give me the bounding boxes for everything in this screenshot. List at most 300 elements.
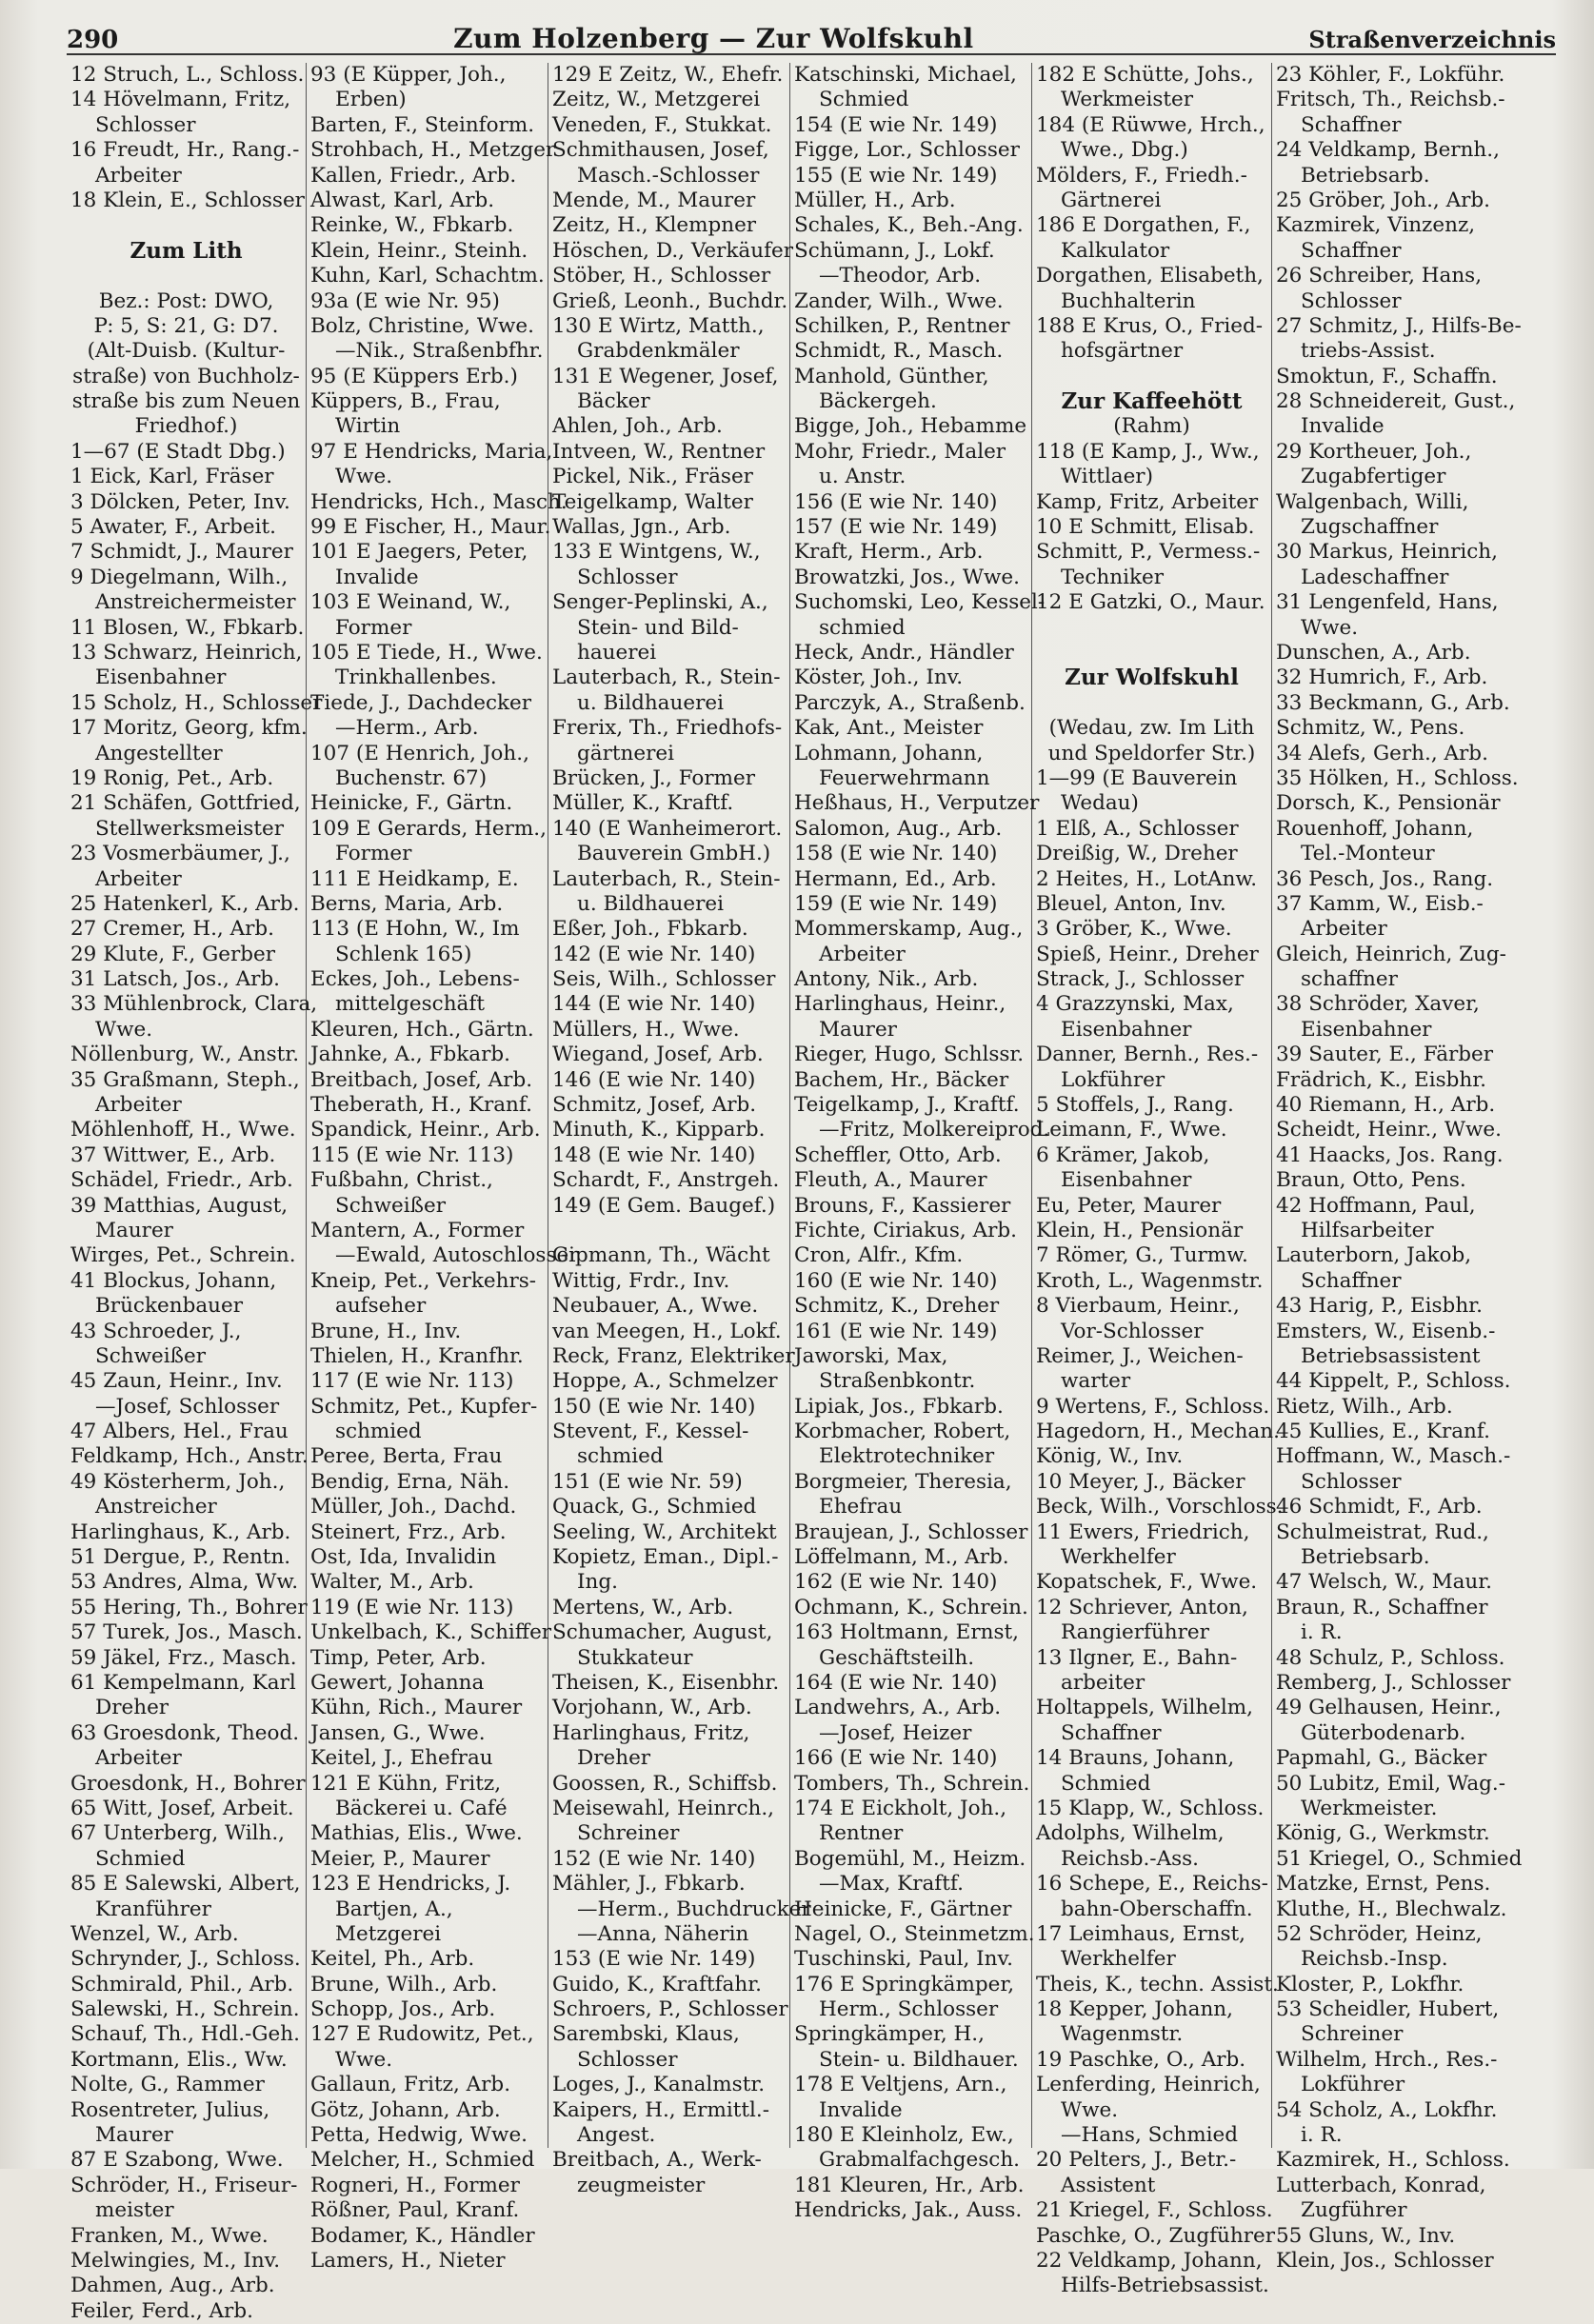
entry-line: Schaffner bbox=[1301, 238, 1402, 263]
entry-line: Anstreicher bbox=[95, 1495, 217, 1520]
entry-line: —Max, Kraftf. bbox=[819, 1872, 964, 1897]
entry-line: Wilhelm, Hrch., Res.- bbox=[1276, 2047, 1498, 2072]
entry-line: Theberath, H., Kranf. bbox=[310, 1093, 532, 1118]
entry-line: 2 Heites, H., LotAnw. bbox=[1036, 866, 1258, 891]
entry-line: 181 Kleuren, Hr., Arb. bbox=[794, 2173, 1025, 2197]
entry-line: Invalide bbox=[1301, 414, 1385, 439]
entry-line: Tel.-Monteur bbox=[1301, 842, 1435, 866]
entry-line: und Speldorfer Str.) bbox=[1047, 741, 1256, 765]
entry-line: Teigelkamp, Walter bbox=[552, 489, 753, 514]
entry-line: Mommerskamp, Aug., bbox=[794, 917, 1024, 942]
blank-line bbox=[70, 213, 302, 238]
entry-line: Lutterbach, Konrad, bbox=[1276, 2173, 1486, 2197]
entry-line: Wirtin bbox=[335, 414, 401, 439]
entry-line: Herm., Schlosser bbox=[819, 1997, 999, 2022]
entry-line: Schlenk 165) bbox=[335, 942, 472, 966]
entry-line: Keitel, Ph., Arb. bbox=[310, 1947, 475, 1972]
entry-line: 10 Meyer, J., Bäcker bbox=[1036, 1469, 1245, 1494]
entry-line: 3 Gröber, K., Wwe. bbox=[1036, 917, 1232, 942]
entry-line: 24 Veldkamp, Bernh., bbox=[1276, 138, 1500, 163]
entry-line: Tombers, Th., Schrein. bbox=[794, 1771, 1030, 1796]
entry-line: 40 Riemann, H., Arb. bbox=[1276, 1093, 1496, 1118]
entry-line: Wwe., Dbg.) bbox=[1061, 138, 1188, 163]
entry-line: 29 Kortheuer, Joh., bbox=[1276, 439, 1472, 464]
entry-line: Güterbodenarb. bbox=[1301, 1720, 1466, 1745]
entry-line: Schilken, P., Rentner bbox=[794, 313, 1010, 338]
entry-line: Fußbahn, Christ., bbox=[310, 1168, 493, 1193]
entry-line: Frerix, Th., Friedhofs- bbox=[552, 716, 783, 741]
entry-line: Intveen, W., Rentner bbox=[552, 439, 766, 464]
entry-line: Stellwerksmeister bbox=[95, 816, 284, 841]
entry-line: Heßhaus, H., Verputzer bbox=[794, 791, 1040, 816]
entry-line: Lohmann, Johann, bbox=[794, 741, 984, 765]
blank-line bbox=[1036, 365, 1267, 389]
entry-line: 57 Turek, Jos., Masch. bbox=[70, 1620, 303, 1645]
entry-line: Betriebsarb. bbox=[1301, 1545, 1430, 1570]
entry-line: —Fritz, Molkereiprod. bbox=[819, 1118, 1050, 1142]
entry-line: König, W., Inv. bbox=[1036, 1444, 1184, 1469]
entry-line: —Josef, Schlosser bbox=[95, 1394, 280, 1419]
entry-line: Mohr, Friedr., Maler bbox=[794, 439, 1006, 464]
entry-line: Schmithausen, Josef, bbox=[552, 138, 769, 163]
entry-line: 93a (E wie Nr. 95) bbox=[310, 288, 500, 313]
entry-line: Steinert, Frz., Arb. bbox=[310, 1520, 507, 1544]
entry-line: Former bbox=[335, 842, 412, 866]
entry-line: hauerei bbox=[577, 640, 657, 665]
entry-line: Salomon, Aug., Arb. bbox=[794, 816, 1003, 841]
entry-line: Dorgathen, Elisabeth, bbox=[1036, 264, 1264, 288]
entry-line: Pickel, Nik., Fräser bbox=[552, 465, 753, 489]
entry-line: Antony, Nik., Arb. bbox=[794, 967, 979, 992]
entry-line: Mende, M., Maurer bbox=[552, 188, 756, 212]
entry-line: Masch.-Schlosser bbox=[577, 163, 760, 188]
entry-line: Ost, Ida, Invalidin bbox=[310, 1545, 497, 1570]
entry-line: 67 Unterberg, Wilh., bbox=[70, 1821, 285, 1846]
page-header bbox=[67, 23, 1556, 55]
entry-line: Klein, Heinr., Steinh. bbox=[310, 238, 528, 263]
entry-line: Invalide bbox=[335, 565, 419, 589]
entry-line: 163 Holtmann, Ernst, bbox=[794, 1620, 1019, 1645]
entry-line: u. Bildhauerei bbox=[577, 891, 724, 916]
entry-line: Schroers, P., Schlosser bbox=[552, 1997, 788, 2022]
entry-line: Brune, H., Inv. bbox=[310, 1319, 462, 1343]
column-6 bbox=[1272, 63, 1556, 2273]
entry-line: Landwehrs, A., Arb. bbox=[794, 1696, 1002, 1720]
entry-line: Wwe. bbox=[1301, 615, 1359, 640]
entry-line: Reimer, J., Weichen- bbox=[1036, 1343, 1244, 1368]
entry-line: —Herm., Buchdrucker bbox=[577, 1897, 811, 1921]
entry-line: 36 Pesch, Jos., Rang. bbox=[1276, 866, 1494, 891]
entry-line: Eisenbahner bbox=[1301, 1017, 1432, 1042]
entry-line: 23 Vosmerbäumer, J., bbox=[70, 842, 290, 866]
entry-line: Schaffner bbox=[1301, 112, 1402, 137]
entry-line: Remberg, J., Schlosser bbox=[1276, 1671, 1511, 1695]
entry-line: —Hans, Schmied bbox=[1061, 2123, 1238, 2148]
section-title: Straßenverzeichnis bbox=[1308, 26, 1556, 53]
entry-line: Eßer, Joh., Fbkarb. bbox=[552, 917, 748, 942]
entry-line: Grabmalfachgesch. bbox=[819, 2148, 1021, 2173]
entry-line: Angest. bbox=[577, 2123, 656, 2148]
entry-line: 111 E Heidkamp, E. bbox=[310, 866, 519, 891]
entry-line: Feiler, Ferd., Arb. bbox=[70, 2298, 253, 2323]
entry-line: 144 (E wie Nr. 140) bbox=[552, 992, 756, 1017]
entry-line: Franken, M., Wwe. bbox=[70, 2223, 269, 2248]
entry-line: Eisenbahner bbox=[95, 665, 227, 690]
entry-line: Bez.: Post: DWO, bbox=[98, 288, 274, 313]
entry-line: 180 E Kleinholz, Ew., bbox=[794, 2123, 1014, 2148]
entry-line: Neubauer, A., Wwe. bbox=[552, 1294, 759, 1319]
column-5 bbox=[1032, 63, 1284, 2298]
entry-line: Bendig, Erna, Näh. bbox=[310, 1469, 510, 1494]
entry-line: 140 (E Wanheimerort. bbox=[552, 816, 783, 841]
entry-line: 153 (E wie Nr. 149) bbox=[552, 1947, 756, 1972]
entry-line: Gärtnerei bbox=[1061, 188, 1162, 212]
entry-line: Feuerwehrmann bbox=[819, 765, 990, 790]
entry-line: Fichte, Ciriakus, Arb. bbox=[794, 1218, 1017, 1242]
entry-line: Rietz, Wilh., Arb. bbox=[1276, 1394, 1453, 1419]
entry-line: Veneden, F., Stukkat. bbox=[552, 112, 772, 137]
entry-line: Werkhelfer bbox=[1061, 1545, 1176, 1570]
entry-line: Brune, Wilh., Arb. bbox=[310, 1972, 498, 1996]
entry-line: Katschinski, Michael, bbox=[794, 63, 1017, 87]
entry-line: Rangierführer bbox=[1061, 1620, 1209, 1645]
entry-line: Zugschaffner bbox=[1301, 515, 1439, 540]
entry-line: Ladeschaffner bbox=[1301, 565, 1449, 589]
entry-line: Müller, K., Kraftf. bbox=[552, 791, 734, 816]
entry-line: 21 Schäfen, Gottfried, bbox=[70, 791, 301, 816]
entry-line: Wwe. bbox=[335, 2047, 393, 2072]
entry-line: Betriebsarb. bbox=[1301, 163, 1430, 188]
entry-line: 13 Schwarz, Heinrich, bbox=[70, 640, 303, 665]
entry-line: 50 Lubitz, Emil, Wag.- bbox=[1276, 1771, 1506, 1796]
entry-line: Schlosser bbox=[1301, 288, 1402, 313]
entry-line: Schröder, H., Friseur- bbox=[70, 2173, 298, 2197]
entry-line: Melcher, H., Schmied bbox=[310, 2148, 535, 2173]
entry-line: 9 Diegelmann, Wilh., bbox=[70, 565, 289, 589]
entry-line: Bachem, Hr., Bäcker bbox=[794, 1067, 1009, 1092]
entry-line: Wittlaer) bbox=[1061, 465, 1153, 489]
entry-line: 129 E Zeitz, W., Ehefr. bbox=[552, 63, 784, 87]
entry-line: Barten, F., Steinform. bbox=[310, 112, 535, 137]
entry-line: —Josef, Heizer bbox=[819, 1720, 972, 1745]
entry-line: Stevent, F., Kessel- bbox=[552, 1420, 749, 1444]
entry-line: Maurer bbox=[95, 2123, 173, 2148]
entry-line: 115 (E wie Nr. 113) bbox=[310, 1142, 514, 1167]
entry-line: Schauf, Th., Hdl.-Geh. bbox=[70, 2022, 300, 2047]
entry-line: Schmidt, R., Masch. bbox=[794, 339, 1004, 364]
entry-line: —Nik., Straßenbfhr. bbox=[335, 339, 544, 364]
entry-line: Braujean, J., Schlosser bbox=[794, 1520, 1028, 1544]
entry-line: Peree, Berta, Frau bbox=[310, 1444, 503, 1469]
entry-line: schmied bbox=[819, 615, 906, 640]
entry-line: 31 Lengenfeld, Hans, bbox=[1276, 590, 1499, 615]
entry-line: 103 E Weinand, W., bbox=[310, 590, 511, 615]
entry-line: 17 Moritz, Georg, kfm. bbox=[70, 716, 308, 741]
entry-line: Hendricks, Jak., Auss. bbox=[794, 2198, 1023, 2223]
entry-line: Kortmann, Elis., Ww. bbox=[70, 2047, 288, 2072]
entry-line: Stöber, H., Schlosser bbox=[552, 264, 771, 288]
entry-line: Schmitz, Josef, Arb. bbox=[552, 1093, 757, 1118]
entry-line: Grabdenkmäler bbox=[577, 339, 740, 364]
entry-line: Melwingies, M., Inv. bbox=[70, 2248, 281, 2273]
entry-line: Kranführer bbox=[95, 1897, 211, 1921]
entry-line: (Alt-Duisb. (Kultur- bbox=[87, 339, 286, 364]
entry-line: Thielen, H., Kranfhr. bbox=[310, 1343, 524, 1368]
entry-line: Kroth, L., Wagenmstr. bbox=[1036, 1268, 1264, 1293]
entry-line: 3 Dölcken, Peter, Inv. bbox=[70, 489, 290, 514]
entry-line: 35 Graßmann, Steph., bbox=[70, 1067, 300, 1092]
entry-line: 188 E Krus, O., Fried- bbox=[1036, 313, 1263, 338]
entry-line: Kluthe, H., Blechwalz. bbox=[1276, 1897, 1507, 1921]
entry-line: Schreiner bbox=[1301, 2022, 1404, 2047]
entry-line: 186 E Dorgathen, F., bbox=[1036, 213, 1251, 238]
entry-line: 151 (E wie Nr. 59) bbox=[552, 1469, 743, 1494]
entry-line: Kamp, Fritz, Arbeiter bbox=[1036, 489, 1259, 514]
entry-line: Köster, Joh., Inv. bbox=[794, 665, 964, 690]
entry-line: Lauterborn, Jakob, bbox=[1276, 1243, 1472, 1268]
entry-line: 162 (E wie Nr. 140) bbox=[794, 1570, 998, 1595]
entry-line: Mantern, A., Former bbox=[310, 1218, 525, 1242]
entry-line: Schales, K., Beh.-Ang. bbox=[794, 213, 1024, 238]
entry-line: Klein, Jos., Schlosser bbox=[1276, 2248, 1494, 2273]
entry-line: arbeiter bbox=[1061, 1671, 1146, 1695]
entry-line: Schlosser bbox=[95, 112, 196, 137]
entry-line: Schweißer bbox=[95, 1343, 206, 1368]
entry-line: 43 Harig, P., Eisbhr. bbox=[1276, 1294, 1483, 1319]
entry-line: 65 Witt, Josef, Arbeit. bbox=[70, 1796, 294, 1820]
entry-line: Strack, J., Schlosser bbox=[1036, 967, 1245, 992]
entry-line: Bolz, Christine, Wwe. bbox=[310, 313, 534, 338]
entry-line: Schumacher, August, bbox=[552, 1620, 773, 1645]
entry-line: 5 Awater, F., Arbeit. bbox=[70, 515, 276, 540]
entry-line: Springkämper, H., bbox=[794, 2022, 985, 2047]
entry-line: 142 (E wie Nr. 140) bbox=[552, 942, 756, 966]
entry-line: Schmirald, Phil., Arb. bbox=[70, 1972, 294, 1996]
entry-line: P: 5, S: 21, G: D7. bbox=[93, 313, 279, 338]
entry-line: Buchenstr. 67) bbox=[335, 765, 488, 790]
entry-line: Vor-Schlosser bbox=[1061, 1319, 1204, 1343]
entry-line: 10 E Schmitt, Elisab. bbox=[1036, 515, 1255, 540]
blank-line bbox=[1036, 616, 1267, 641]
entry-line: Borgmeier, Theresia, bbox=[794, 1469, 1012, 1494]
street-heading: Zum Lith bbox=[130, 237, 243, 264]
entry-line: 47 Albers, Hel., Frau bbox=[70, 1420, 289, 1444]
entry-line: 55 Gluns, W., Inv. bbox=[1276, 2223, 1456, 2248]
entry-line: 93 (E Küpper, Joh., bbox=[310, 63, 507, 87]
entry-line: Nagel, O., Steinmetzm. bbox=[794, 1921, 1035, 1946]
entry-line: Wwe. bbox=[1061, 2097, 1119, 2122]
entry-line: Arbeiter bbox=[95, 1746, 182, 1771]
entry-line: Invalide bbox=[819, 2097, 903, 2122]
entry-line: Erben) bbox=[335, 88, 407, 112]
entry-line: 14 Brauns, Johann, bbox=[1036, 1746, 1235, 1771]
entry-line: hofsgärtner bbox=[1061, 339, 1184, 364]
entry-line: Möhlenhoff, H., Wwe. bbox=[70, 1118, 296, 1142]
entry-line: 27 Cremer, H., Arb. bbox=[70, 917, 274, 942]
entry-line: Bäckerei u. Café bbox=[335, 1796, 508, 1820]
entry-line: Danner, Bernh., Res.- bbox=[1036, 1043, 1259, 1067]
entry-line: Lauterbach, R., Stein- bbox=[552, 866, 781, 891]
entry-line: 63 Groesdonk, Theod. bbox=[70, 1720, 300, 1745]
entry-line: Müller, H., Arb. bbox=[794, 188, 956, 212]
entry-line: Eckes, Joh., Lebens- bbox=[310, 967, 520, 992]
entry-line: Former bbox=[335, 615, 412, 640]
entry-line: Müllers, H., Wwe. bbox=[552, 1017, 740, 1042]
entry-line: Eisenbahner bbox=[1061, 1017, 1192, 1042]
entry-line: Tuschinski, Paul, Inv. bbox=[794, 1947, 1013, 1972]
entry-line: 54 Scholz, A., Lokfhr. bbox=[1276, 2097, 1498, 2122]
entry-line: Schlosser bbox=[1301, 1469, 1402, 1494]
entry-line: 52 Schröder, Heinz, bbox=[1276, 1921, 1483, 1946]
entry-line: 182 E Schütte, Johs., bbox=[1036, 63, 1254, 87]
entry-line: 32 Humrich, F., Arb. bbox=[1276, 665, 1488, 690]
entry-line: u. Bildhauerei bbox=[577, 690, 724, 715]
entry-line: 121 E Kühn, Fritz, bbox=[310, 1771, 502, 1796]
entry-line: Arbeiter bbox=[819, 942, 906, 966]
entry-line: Beck, Wilh., Vorschloss. bbox=[1036, 1495, 1284, 1520]
entry-line: Schardt, F., Anstrgeh. bbox=[552, 1168, 780, 1193]
entry-line: 156 (E wie Nr. 140) bbox=[794, 489, 998, 514]
entry-line: Eu, Peter, Maurer bbox=[1036, 1193, 1222, 1218]
entry-line: 154 (E wie Nr. 149) bbox=[794, 112, 998, 137]
entry-line: Bäckergeh. bbox=[819, 389, 937, 414]
entry-line: 14 Hövelmann, Fritz, bbox=[70, 88, 291, 112]
entry-line: 33 Beckmann, G., Arb. bbox=[1276, 690, 1510, 715]
entry-line: i. R. bbox=[1301, 1620, 1343, 1645]
entry-line: Eisenbahner bbox=[1061, 1168, 1192, 1193]
entry-line: Korbmacher, Robert, bbox=[794, 1420, 1011, 1444]
entry-line: Geschäftsteilh. bbox=[819, 1645, 975, 1670]
entry-line: aufseher bbox=[335, 1294, 427, 1319]
entry-line: Kallen, Friedr., Arb. bbox=[310, 163, 517, 188]
entry-line: schaffner bbox=[1301, 967, 1398, 992]
entry-line: Braun, Otto, Pens. bbox=[1276, 1168, 1466, 1193]
entry-line: 23 Köhler, F., Lokführ. bbox=[1276, 63, 1505, 87]
entry-line: Maurer bbox=[95, 1218, 173, 1242]
entry-line: Fritsch, Th., Reichsb.- bbox=[1276, 88, 1505, 112]
entry-line: Kak, Ant., Meister bbox=[794, 716, 984, 741]
entry-line: Friedhof.) bbox=[134, 414, 238, 439]
entry-line: Meier, P., Maurer bbox=[310, 1846, 490, 1871]
entry-line: Bogemühl, M., Heizm. bbox=[794, 1846, 1026, 1871]
entry-line: Metzgerei bbox=[335, 1921, 442, 1946]
entry-line: 149 (E Gem. Baugef.) bbox=[552, 1193, 776, 1218]
entry-line: Scheffler, Otto, Arb. bbox=[794, 1142, 1002, 1167]
entry-line: Lenferding, Heinrich, bbox=[1036, 2073, 1261, 2097]
entry-line: Harlinghaus, Heinr., bbox=[794, 992, 1006, 1017]
entry-line: Wedau) bbox=[1061, 791, 1139, 816]
entry-line: Gewert, Johanna bbox=[310, 1671, 485, 1695]
entry-line: Bigge, Joh., Hebamme bbox=[794, 414, 1027, 439]
entry-line: Berns, Maria, Arb. bbox=[310, 891, 504, 916]
entry-line: 148 (E wie Nr. 140) bbox=[552, 1142, 756, 1167]
entry-line: 118 (E Kamp, J., Ww., bbox=[1036, 439, 1260, 464]
entry-line: Arbeiter bbox=[95, 866, 182, 891]
entry-line: 1 Eick, Karl, Fräser bbox=[70, 465, 274, 489]
entry-line: Kleuren, Hch., Gärtn. bbox=[310, 1017, 534, 1042]
entry-line: 12 Schriever, Anton, bbox=[1036, 1595, 1248, 1619]
entry-line: 1—99 (E Bauverein bbox=[1036, 765, 1238, 790]
entry-line: Dunschen, A., Arb. bbox=[1276, 640, 1471, 665]
entry-line: 44 Kippelt, P., Schloss. bbox=[1276, 1369, 1511, 1394]
entry-line: Bartjen, A., bbox=[335, 1897, 453, 1921]
entry-line: (Wedau, zw. Im Lith bbox=[1048, 716, 1255, 741]
entry-line: 146 (E wie Nr. 140) bbox=[552, 1067, 756, 1092]
entry-line: Trinkhallenbes. bbox=[335, 665, 497, 690]
column-4 bbox=[790, 63, 1050, 2223]
entry-line: 13 Ilgner, E., Bahn- bbox=[1036, 1645, 1238, 1670]
entry-line: 107 (E Henrich, Joh., bbox=[310, 741, 529, 765]
blank-line bbox=[1036, 691, 1267, 716]
entry-line: 39 Sauter, E., Färber bbox=[1276, 1043, 1494, 1067]
entry-line: 51 Kriegel, O., Schmied bbox=[1276, 1846, 1523, 1871]
entry-line: Theis, K., techn. Assist. bbox=[1036, 1972, 1279, 1996]
entry-line: 42 Hoffmann, Paul, bbox=[1276, 1193, 1476, 1218]
entry-line: Rogneri, H., Former bbox=[310, 2173, 520, 2197]
entry-line: Maurer bbox=[819, 1017, 897, 1042]
entry-line: 16 Freudt, Hr., Rang.- bbox=[70, 138, 300, 163]
entry-line: Guido, K., Kraftfahr. bbox=[552, 1972, 762, 1996]
entry-line: Quack, G., Schmied bbox=[552, 1495, 757, 1520]
entry-line: Kloster, P., Lokfhr. bbox=[1276, 1972, 1464, 1996]
entry-line: 85 E Salewski, Albert, bbox=[70, 1872, 301, 1897]
entry-line: Grieß, Leonh., Buchdr. bbox=[552, 288, 788, 313]
entry-line: Jansen, G., Wwe. bbox=[310, 1720, 486, 1745]
entry-line: Werkhelfer bbox=[1061, 1947, 1176, 1972]
entry-line: Klein, H., Pensionär bbox=[1036, 1218, 1244, 1242]
entry-line: Rößner, Paul, Kranf. bbox=[310, 2198, 520, 2223]
entry-line: 30 Markus, Heinrich, bbox=[1276, 540, 1498, 565]
street-heading: Zur Kaffeehött bbox=[1061, 388, 1243, 415]
page-number: 290 bbox=[67, 26, 119, 54]
entry-line: Kaipers, H., Ermittl.- bbox=[552, 2097, 769, 2122]
entry-line: Schaffner bbox=[1301, 1268, 1402, 1293]
entry-line: Kalkulator bbox=[1061, 238, 1170, 263]
entry-line: Ehefrau bbox=[819, 1495, 903, 1520]
entry-line: 26 Schreiber, Hans, bbox=[1276, 264, 1483, 288]
entry-line: 164 (E wie Nr. 140) bbox=[794, 1671, 998, 1695]
entry-line: Kuhn, Karl, Schachtm. bbox=[310, 264, 545, 288]
entry-line: Schmied bbox=[95, 1846, 186, 1871]
entry-line: Nöllenburg, W., Anstr. bbox=[70, 1043, 300, 1067]
entry-line: Ochmann, K., Schrein. bbox=[794, 1595, 1028, 1619]
entry-line: Senger-Peplinski, A., bbox=[552, 590, 768, 615]
entry-line: Hoffmann, W., Masch.- bbox=[1276, 1444, 1511, 1469]
entry-line: Brouns, F., Kassierer bbox=[794, 1193, 1011, 1218]
entry-line: Kraft, Herm., Arb. bbox=[794, 540, 984, 565]
entry-line: —Herm., Arb. bbox=[335, 716, 479, 741]
entry-line: 19 Paschke, O., Arb. bbox=[1036, 2047, 1246, 2072]
entry-line: Zugabfertiger bbox=[1301, 465, 1446, 489]
entry-line: Petta, Hedwig, Wwe. bbox=[310, 2123, 528, 2148]
entry-line: Schlosser bbox=[577, 565, 678, 589]
entry-line: 31 Latsch, Jos., Arb. bbox=[70, 967, 281, 992]
entry-line: 166 (E wie Nr. 140) bbox=[794, 1746, 998, 1771]
entry-line: Buchhalterin bbox=[1061, 288, 1196, 313]
entry-line: 37 Kamm, W., Eisb.- bbox=[1276, 891, 1484, 916]
entry-line: 43 Schroeder, J., bbox=[70, 1319, 242, 1343]
entry-line: zeugmeister bbox=[577, 2173, 706, 2197]
entry-line: Paschke, O., Zugführer bbox=[1036, 2223, 1276, 2248]
entry-line: Reinke, W., Fbkarb. bbox=[310, 213, 514, 238]
blank-line bbox=[552, 1219, 786, 1243]
entry-line: Werkmeister bbox=[1061, 88, 1194, 112]
entry-line: 119 (E wie Nr. 113) bbox=[310, 1595, 514, 1619]
entry-line: Hendricks, Hch., Masch. bbox=[310, 489, 568, 514]
column-1 bbox=[67, 63, 323, 2323]
entry-line: Arbeiter bbox=[95, 1093, 182, 1118]
column-3 bbox=[548, 63, 811, 2197]
